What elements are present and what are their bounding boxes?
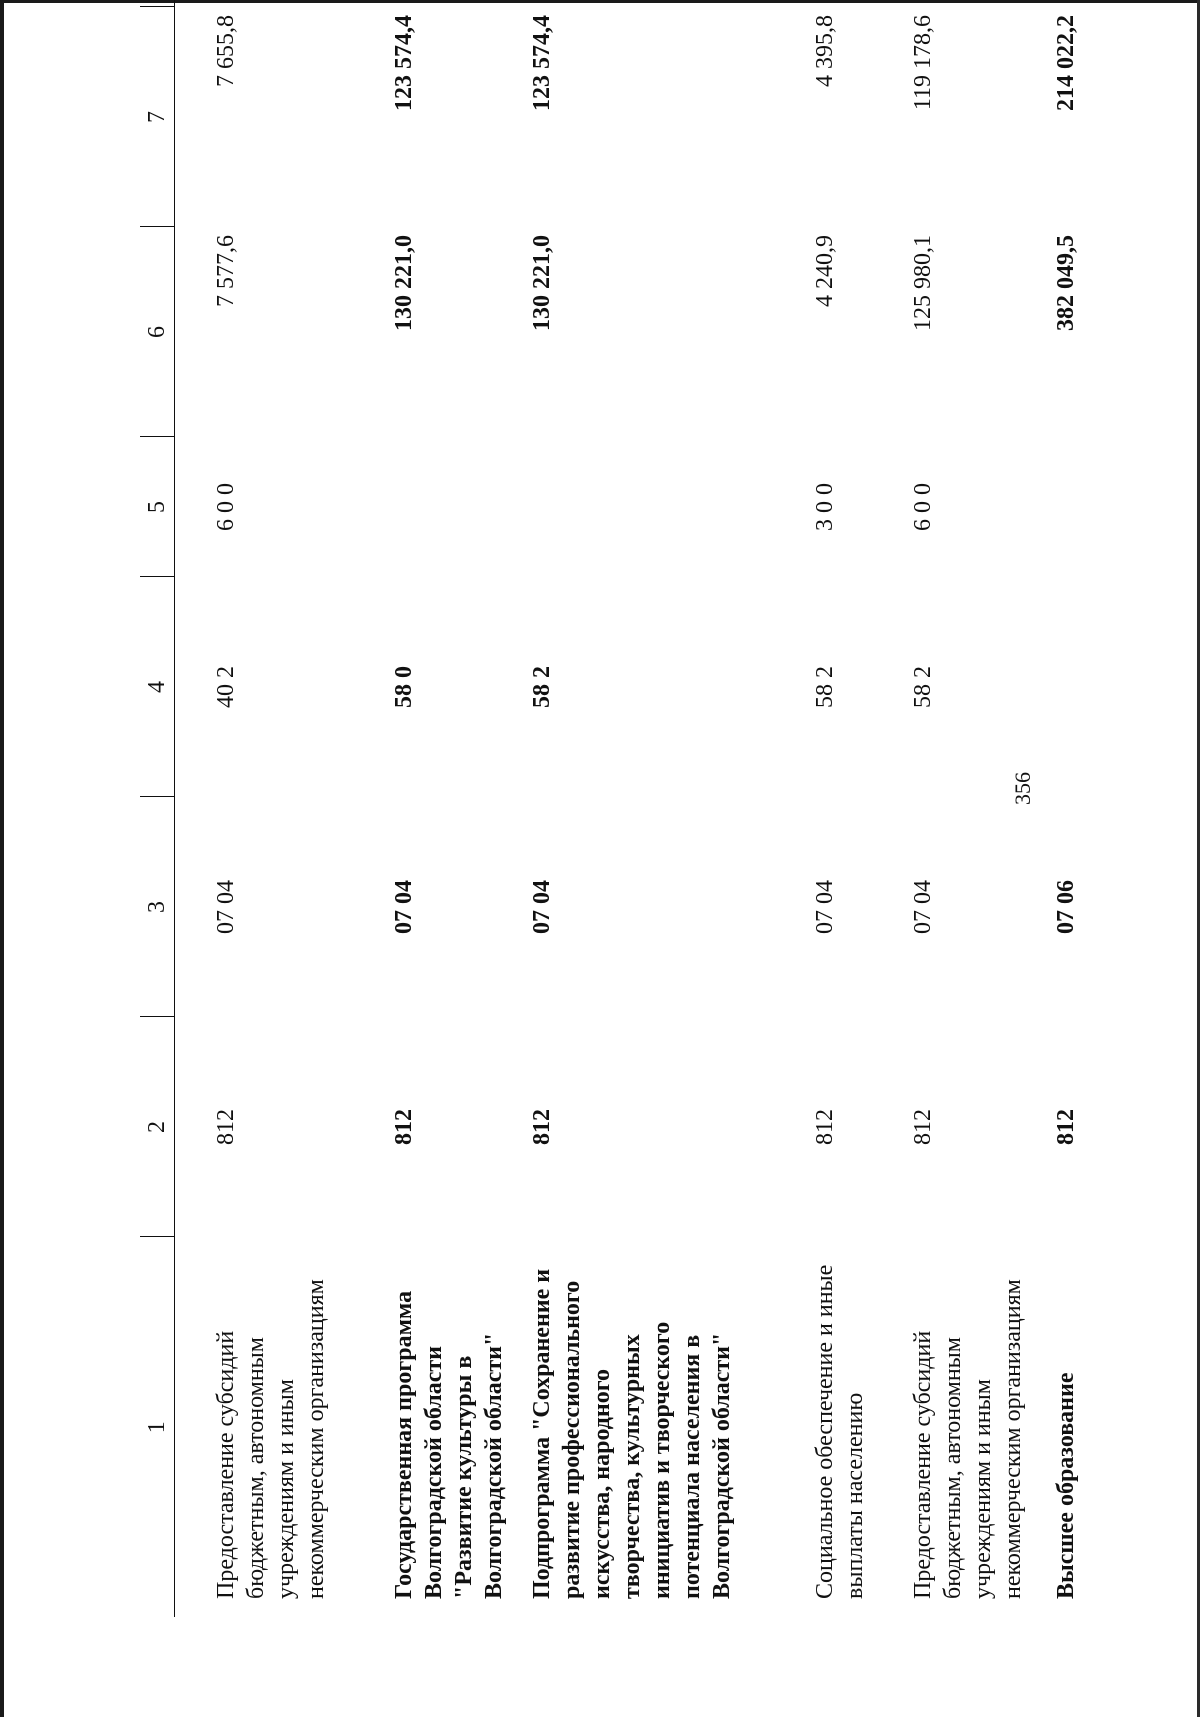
row-name: Подпрограмма "Сохранение и развитие профессионального искусства, народного творчества, культурных инициатив и творческого потенциала населения в Волгоградской области" <box>529 1268 735 1599</box>
column-header-1: 1 <box>140 1237 175 1617</box>
table-row <box>175 0 382 1617</box>
row-name: Социальное обеспечение и иные выплаты населению <box>812 1264 868 1599</box>
cell-ministry-code: 812 <box>213 1109 239 1145</box>
cell-target-code: 58 2 <box>910 666 936 708</box>
cell-target-code: 58 2 <box>812 666 838 708</box>
cell-amount-8 <box>175 0 382 7</box>
cell-section-code: 07 04 <box>910 880 936 934</box>
cell-amount-8 <box>802 0 900 7</box>
cell-amount-8 <box>381 0 519 7</box>
page-number: 356 <box>1010 772 1035 805</box>
cell-section-code: 07 04 <box>213 880 239 934</box>
cell-section-code: 07 06 <box>1053 880 1079 934</box>
table-row <box>802 0 900 1617</box>
cell-section-code: 07 04 <box>529 880 555 934</box>
cell-expense-type <box>519 437 802 577</box>
cell-amount-8 <box>1043 0 1111 7</box>
row-name: Государственная программа Волгоградской области "Развитие культуры в Волгоградской области" <box>391 1290 507 1599</box>
cell-section-code: 07 04 <box>391 880 417 934</box>
table-row <box>1043 0 1111 1617</box>
row-name: Предоставление субсидий бюджетным, автономным учреждениям и иным некоммерческим организациям <box>213 1279 329 1599</box>
column-header-4: 4 <box>140 577 175 797</box>
cell-amount-6: 382 049,5 <box>1053 235 1079 331</box>
cell-expense-type <box>381 437 519 577</box>
cell-amount-7: 119 178,6 <box>910 15 936 111</box>
cell-ministry-code: 812 <box>1053 1109 1079 1145</box>
cell-amount-6: 130 221,0 <box>391 235 417 331</box>
row-name: Предоставление субсидий бюджетным, автономным учреждениям и иным некоммерческим организациям <box>910 1279 1026 1599</box>
cell-expense-type: 6 0 0 <box>213 483 239 531</box>
cell-section-code: 07 04 <box>812 880 838 934</box>
column-header-6: 6 <box>140 227 175 437</box>
cell-amount-8 <box>519 0 802 7</box>
cell-amount-6: 7 577,6 <box>213 235 239 307</box>
cell-expense-type <box>1043 437 1111 577</box>
column-header-3: 3 <box>140 797 175 1017</box>
cell-ministry-code: 812 <box>812 1109 838 1145</box>
table-row <box>900 0 1043 1617</box>
cell-ministry-code: 812 <box>910 1109 936 1145</box>
column-header-7: 7 <box>140 7 175 227</box>
cell-expense-type: 6 0 0 <box>910 483 936 531</box>
row-name: Высшее образование <box>1053 1372 1079 1599</box>
cell-amount-6: 130 221,0 <box>529 235 555 331</box>
table-row <box>381 0 519 1617</box>
cell-amount-8 <box>900 0 1043 7</box>
cell-ministry-code: 812 <box>529 1109 555 1145</box>
table-row <box>519 0 802 1617</box>
column-header-2: 2 <box>140 1017 175 1237</box>
cell-target-code: 58 0 <box>391 666 417 708</box>
column-header-8 <box>140 0 175 7</box>
cell-ministry-code: 812 <box>391 1109 417 1145</box>
budget-table <box>140 0 1111 1617</box>
column-header-5: 5 <box>140 437 175 577</box>
cell-amount-7: 214 022,2 <box>1053 15 1079 111</box>
cell-target-code: 58 2 <box>529 666 555 708</box>
header-row <box>140 0 175 1617</box>
cell-target-code: 40 2 <box>213 666 239 708</box>
cell-amount-7: 4 395,8 <box>812 15 838 87</box>
cell-amount-7: 123 574,4 <box>529 15 555 111</box>
cell-amount-7: 7 655,8 <box>213 15 239 87</box>
cell-target-code <box>1043 577 1111 797</box>
cell-amount-7: 123 574,4 <box>391 15 417 111</box>
cell-expense-type: 3 0 0 <box>812 483 838 531</box>
cell-amount-6: 4 240,9 <box>812 235 838 307</box>
cell-amount-6: 125 980,1 <box>910 235 936 331</box>
